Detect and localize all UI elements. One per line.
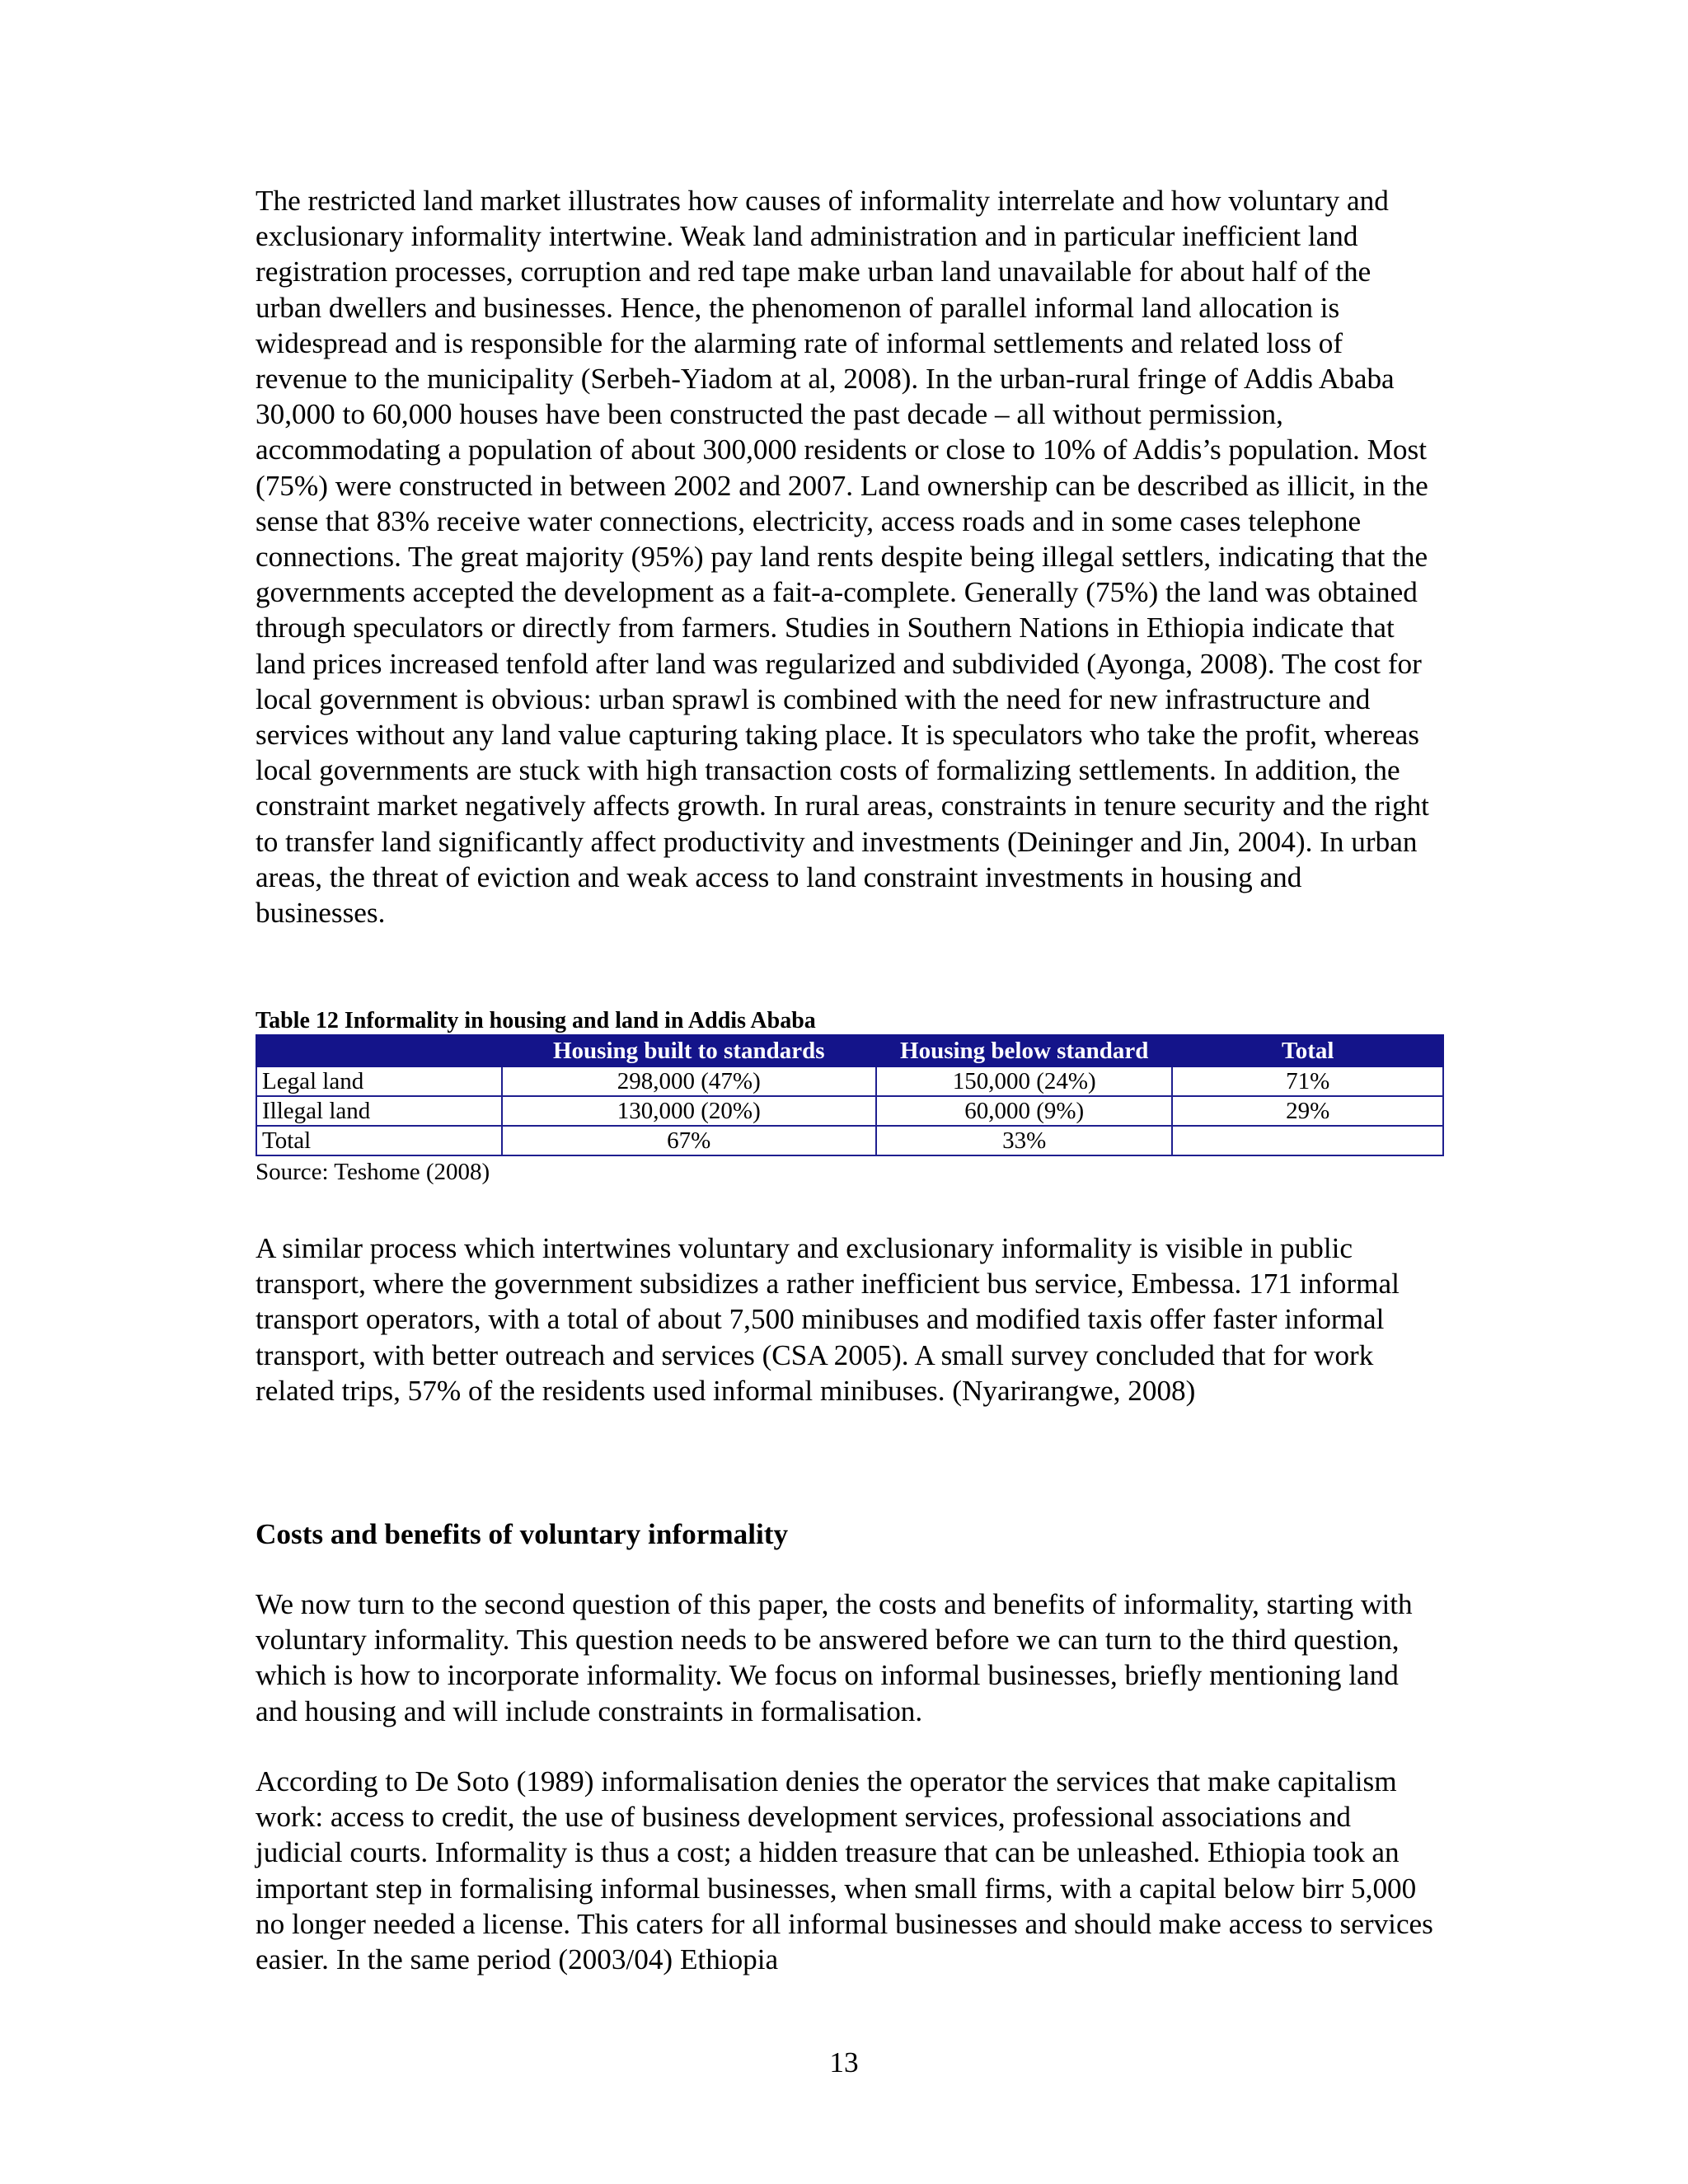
paragraph-land-market: The restricted land market illustrates how causes of informality interrelate and how voluntary and exclusionary informality intertwine. Weak land administration and in particular inefficient land registration processes, corruption and red tape make urban land unavailable for about half of the urban dwellers and businesses. Hence, the phenomenon of parallel informal land allocation is widespread and is responsible for the alarming rate of informal settlements and related loss of revenue to the municipality (Serbeh-Yiadom at al, 2008). In the urban-rural fringe of Addis Ababa 30,000 to 60,000 houses have been constructed the past decade – all without permission, accommodating a population of about 300,000 residents or close to 10% of Addis’s population. Most (75%) were constructed in between 2002 and 2007. Land ownership can be described as illicit, in the sense that 83% receive water connections, electricity, access roads and in some cases telephone connections. The great majority (95%) pay land rents despite being illegal settlers, indicating that the governments accepted the development as a fait-a-complete. Generally (75%) the land was obtained through speculators or directly from farmers. Studies in Southern Nations in Ethiopia indicate that land prices increased tenfold after land was regularized and subdivided (Ayonga, 2008). The cost for local government is obvious: urban sprawl is combined with the need for new infrastructure and services without any land value capturing taking place. It is speculators who take the profit, whereas local governments are stuck with high transaction costs of formalizing settlements. In addition, the constraint market negatively affects growth. In rural areas, constraints in tenure security and the right to transfer land significantly affect productivity and investments (Deininger and Jin, 2004). In urban areas, the threat of eviction and weak access to land constraint investments in housing and businesses. — [256, 185, 1429, 930]
table-row — [256, 1126, 1443, 1155]
section-heading: Costs and benefits of voluntary informality — [256, 1518, 789, 1550]
table-header-cell: Housing below standard — [876, 1035, 1173, 1066]
table-cell: 130,000 (20%) — [502, 1096, 876, 1126]
paragraph-public-transport: A similar process which intertwines voluntary and exclusionary informality is visible in public transport, where the government subsidizes a rather inefficient bus service, Embessa. 171 informal transport operators, with a total of about 7,500 minibuses and modified taxis offer faster informal transport, with better outreach and services (CSA 2005). A small survey concluded that for work related trips, 57% of the residents used informal minibuses. (Nyarirangwe, 2008) — [256, 1232, 1400, 1407]
table-cell: Total — [256, 1126, 502, 1155]
table-row — [256, 1066, 1443, 1096]
table-header-cell — [256, 1035, 502, 1066]
table-cell: 67% — [502, 1126, 876, 1155]
table-cell: 298,000 (47%) — [502, 1066, 876, 1096]
table-cell — [1172, 1126, 1443, 1155]
table-cell: 33% — [876, 1126, 1173, 1155]
table-cell: 29% — [1172, 1096, 1443, 1126]
table-source: Source: Teshome (2008) — [256, 1159, 490, 1185]
table-cell: Legal land — [256, 1066, 502, 1096]
paragraph-second-question: We now turn to the second question of this paper, the costs and benefits of informality, starting with voluntary informality. This question needs to be answered before we can turn to the third question, which is how to incorporate informality. We focus on informal businesses, briefly mentioning land and housing and will include constraints in formalisation. — [256, 1588, 1413, 1727]
table-row — [256, 1096, 1443, 1126]
table-cell: 71% — [1172, 1066, 1443, 1096]
paragraph-de-soto: According to De Soto (1989) informalisation denies the operator the services that make capitalism work: access to credit, the use of business development services, professional associations and judicial courts. Informality is thus a cost; a hidden treasure that can be unleashed. Ethiopia took an important step in formalising informal businesses, when small firms, with a capital below birr 5,000 no longer needed a license. This caters for all informal businesses and should make access to services easier. In the same period (2003/04) Ethiopia — [256, 1765, 1433, 1976]
table-cell: Illegal land — [256, 1096, 502, 1126]
table-header-cell: Housing built to standards — [502, 1035, 876, 1066]
page-number: 13 — [829, 2046, 859, 2079]
table-cell: 60,000 (9%) — [876, 1096, 1173, 1126]
table-header-row — [256, 1035, 1443, 1066]
table-caption: Table 12 Informality in housing and land in Addis Ababa — [256, 1008, 816, 1033]
table-header-cell: Total — [1172, 1035, 1443, 1066]
informality-table — [256, 1034, 1444, 1156]
table-cell: 150,000 (24%) — [876, 1066, 1173, 1096]
